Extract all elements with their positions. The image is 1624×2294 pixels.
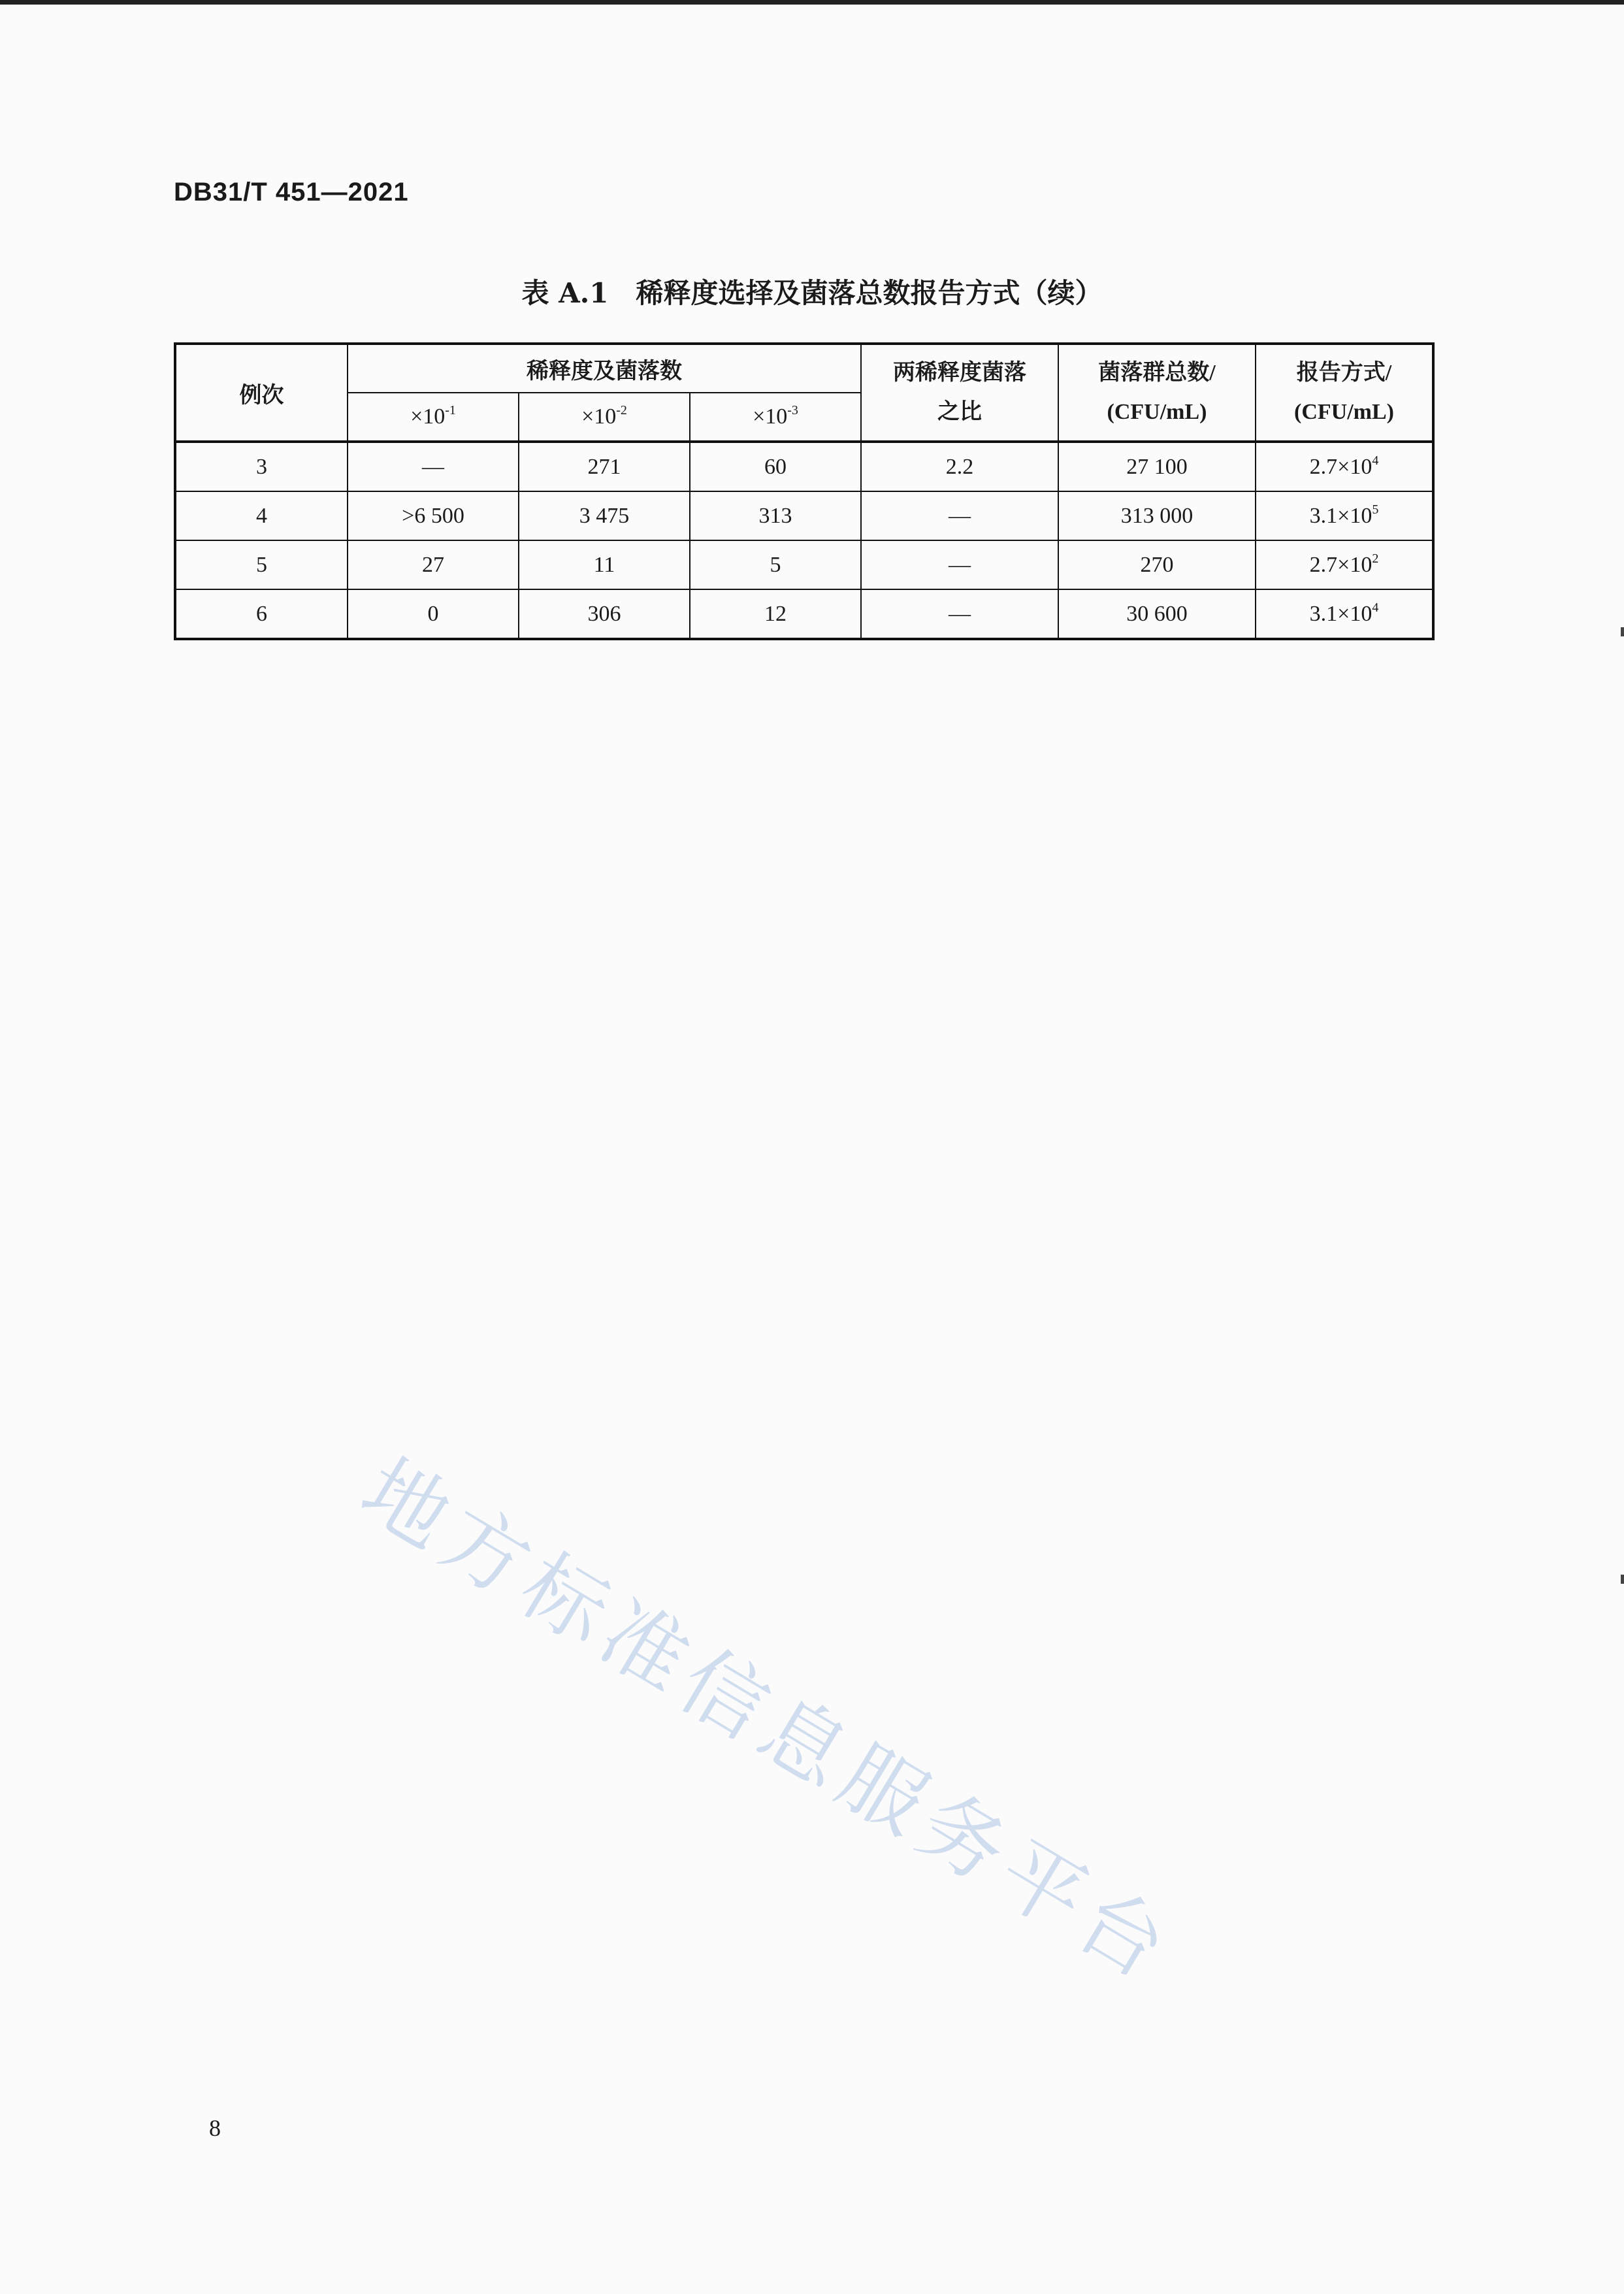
header-dilution-1: $\times 10^{-1}$ xyxy=(348,393,519,442)
dilution-report-table xyxy=(174,342,1435,640)
cell-total: 270 xyxy=(1058,540,1256,589)
cell-dilution-1: >6 500 xyxy=(348,491,519,540)
cell-ratio: — xyxy=(861,589,1058,639)
cell-total: 27 100 xyxy=(1058,442,1256,491)
table-row xyxy=(175,589,1433,639)
cell-total: 313 000 xyxy=(1058,491,1256,540)
cell-dilution-1: 27 xyxy=(348,540,519,589)
header-total xyxy=(1058,344,1256,442)
cell-report: $3.1\times 10^5$ xyxy=(1256,491,1433,540)
cell-report: $2.7\times 10^4$ xyxy=(1256,442,1433,491)
scan-edge-mark xyxy=(1621,1575,1624,1584)
cell-report: $3.1\times 10^4$ xyxy=(1256,589,1433,639)
table-row xyxy=(175,491,1433,540)
cell-dilution-3: 5 xyxy=(690,540,861,589)
cell-case: 3 xyxy=(175,442,348,491)
header-ratio xyxy=(861,344,1058,442)
cell-report: $2.7\times 10^2$ xyxy=(1256,540,1433,589)
header-report xyxy=(1256,344,1433,442)
cell-ratio: — xyxy=(861,491,1058,540)
header-report-line1: 报告方式/ xyxy=(1296,361,1392,385)
header-ratio-line2: 之比 xyxy=(937,400,982,424)
header-report-line2: (CFU/mL) xyxy=(1294,400,1394,424)
table-title: 表 A.1 稀释度选择及菌落总数报告方式（续） xyxy=(521,277,1103,309)
cell-dilution-2: 11 xyxy=(519,540,690,589)
header-total-line1: 菌落群总数/ xyxy=(1098,361,1216,385)
table-row xyxy=(175,442,1433,491)
cell-dilution-2: 3 475 xyxy=(519,491,690,540)
header-dilution-3: $\times 10^{-3}$ xyxy=(690,393,861,442)
cell-dilution-2: 306 xyxy=(519,589,690,639)
cell-ratio: — xyxy=(861,540,1058,589)
header-ratio-line1: 两稀释度菌落 xyxy=(893,361,1026,385)
cell-case: 4 xyxy=(175,491,348,540)
header-row xyxy=(175,344,1433,393)
cell-ratio: 2.2 xyxy=(861,442,1058,491)
cell-dilution-1: — xyxy=(348,442,519,491)
cell-total: 30 600 xyxy=(1058,589,1256,639)
header-dilution-group: 稀释度及菌落数 xyxy=(348,344,861,393)
header-dilution-2: $\times 10^{-2}$ xyxy=(519,393,690,442)
cell-dilution-2: 271 xyxy=(519,442,690,491)
header-total-line2: (CFU/mL) xyxy=(1107,400,1207,424)
top-border-rule xyxy=(0,0,1624,5)
cell-case: 5 xyxy=(175,540,348,589)
document-code: DB31/T 451—2021 xyxy=(174,178,409,206)
cell-dilution-3: 313 xyxy=(690,491,861,540)
watermark-text: 地方标准信息服务平台 xyxy=(345,1440,1191,2002)
scan-edge-mark xyxy=(1621,627,1624,636)
cell-dilution-3: 12 xyxy=(690,589,861,639)
page-number: 8 xyxy=(209,2115,221,2141)
table-row xyxy=(175,540,1433,589)
header-case: 例次 xyxy=(175,344,348,442)
cell-dilution-1: 0 xyxy=(348,589,519,639)
cell-dilution-3: 60 xyxy=(690,442,861,491)
cell-case: 6 xyxy=(175,589,348,639)
